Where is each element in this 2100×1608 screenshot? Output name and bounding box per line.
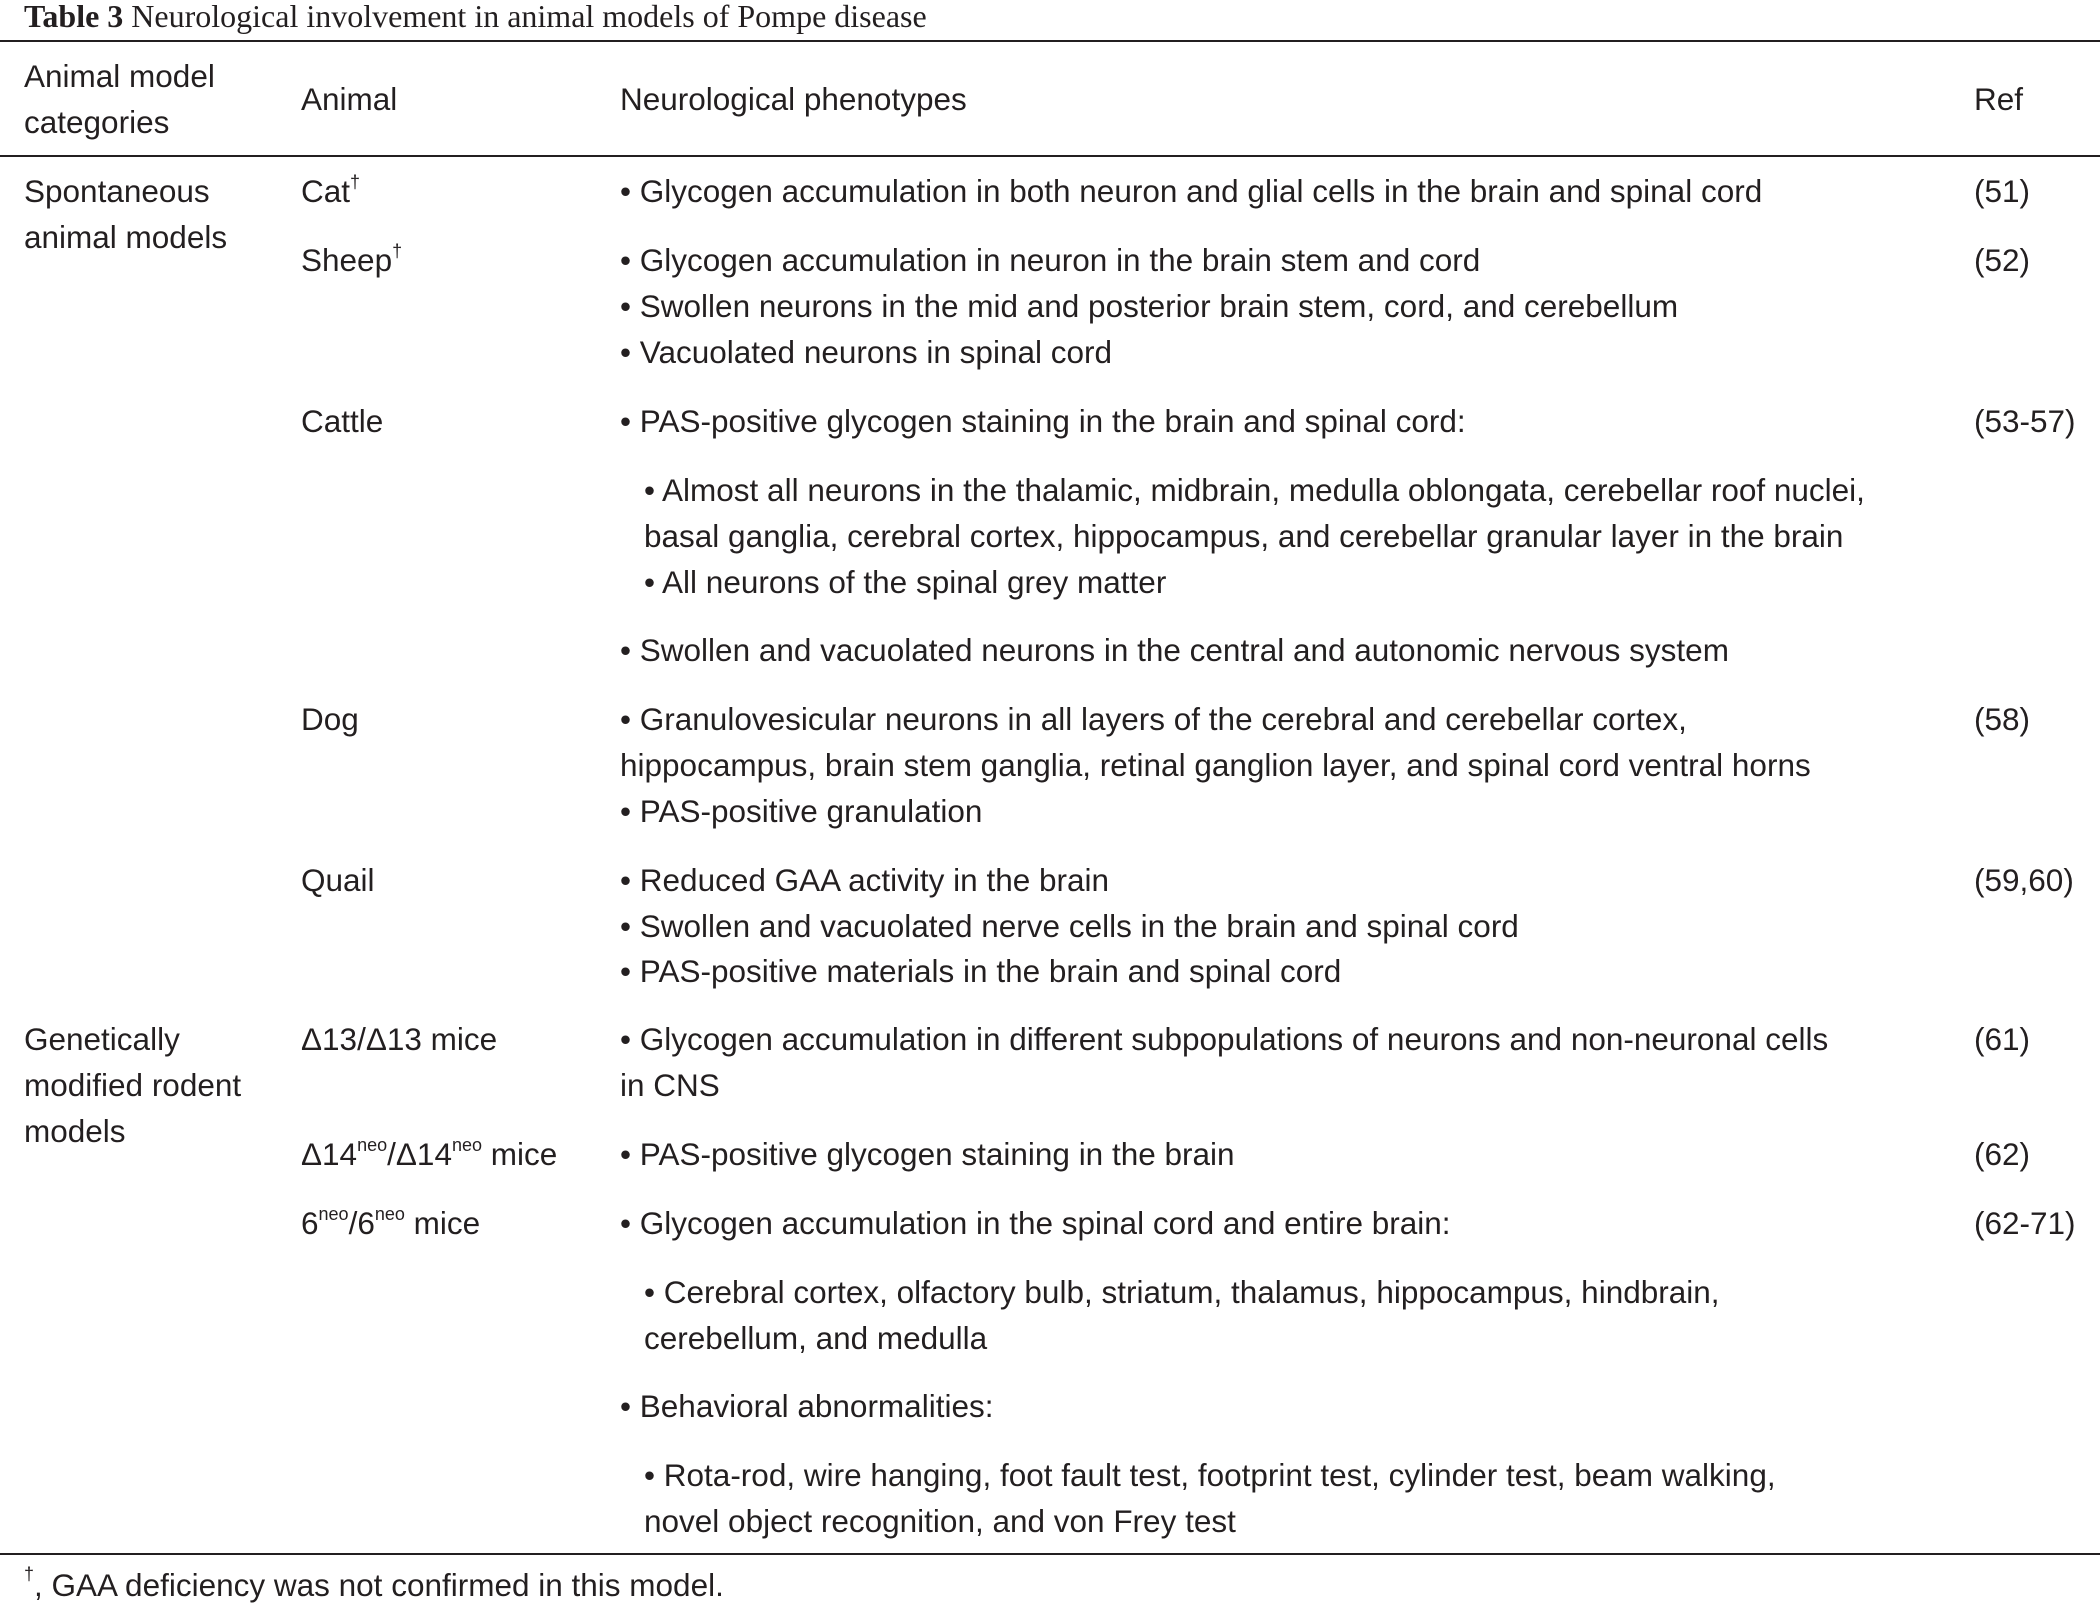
bottom-rule [0, 1553, 2100, 1555]
ref-d13: (61) [1974, 1021, 2031, 1057]
ref-quail: (59,60) [1974, 862, 2074, 898]
header-phenotypes: Neurological phenotypes [620, 81, 967, 117]
table-caption [24, 0, 927, 32]
phenotype-dog-1a: • Granulovesicular neurons in all layers of the cerebral and cerebellar cortex, [620, 701, 1687, 737]
phenotype-6neo-3: • Behavioral abnormalities: [620, 1388, 994, 1424]
phenotype-sheep-3: • Vacuolated neurons in spinal cord [620, 334, 1113, 370]
phenotype-cattle-1: • PAS-positive glycogen staining in the brain and spinal cord: [620, 403, 1466, 439]
phenotype-6neo-4a: • Rota-rod, wire hanging, foot fault test, footprint test, cylinder test, beam walking, [644, 1457, 1776, 1493]
animal-cat: Cat† [301, 172, 361, 209]
phenotype-d13-1a: • Glycogen accumulation in different subpopulations of neurons and non-neuronal cells [620, 1021, 1829, 1057]
phenotype-quail-1: • Reduced GAA activity in the brain [620, 862, 1110, 898]
ref-dog: (58) [1974, 701, 2031, 737]
category-genetic-line1: Genetically [24, 1021, 180, 1057]
neo-superscript: neo [357, 1135, 388, 1155]
phenotype-cattle-4: • Swollen and vacuolated neurons in the central and autonomic nervous system [620, 632, 1729, 668]
phenotype-dog-1b: hippocampus, brain stem ganglia, retinal ganglion layer, and spinal cord ventral horns [620, 747, 1811, 783]
category-genetic-line3: models [24, 1113, 126, 1149]
caption-title: Neurological involvement in animal models of Pompe disease [131, 0, 927, 34]
animal-quail: Quail [301, 862, 375, 898]
ref-cat: (51) [1974, 173, 2031, 209]
header-category-line1: Animal model [24, 58, 215, 94]
phenotype-dog-2: • PAS-positive granulation [620, 793, 983, 829]
phenotype-quail-2: • Swollen and vacuolated nerve cells in the brain and spinal cord [620, 908, 1519, 944]
header-category-line2: categories [24, 104, 170, 140]
ref-cattle: (53-57) [1974, 403, 2076, 439]
phenotype-6neo-2b: cerebellum, and medulla [644, 1320, 988, 1356]
category-spontaneous-line1: Spontaneous [24, 173, 210, 209]
table-footnote [24, 1562, 724, 1608]
dagger-mark: † [392, 241, 403, 261]
ref-6neo: (62-71) [1974, 1205, 2076, 1241]
header-rule [0, 155, 2100, 157]
phenotype-d14-1: • PAS-positive glycogen staining in the brain [620, 1136, 1235, 1172]
phenotype-cattle-2b: basal ganglia, cerebral cortex, hippocampus, and cerebellar granular layer in the brain [644, 518, 1844, 554]
phenotype-sheep-1: • Glycogen accumulation in neuron in the brain stem and cord [620, 242, 1481, 278]
phenotype-d13-1b: in CNS [620, 1067, 720, 1103]
footnote-text: , GAA deficiency was not confirmed in this model. [34, 1567, 724, 1603]
ref-d14: (62) [1974, 1136, 2031, 1172]
neo-superscript: neo [451, 1135, 483, 1155]
phenotype-6neo-2a: • Cerebral cortex, olfactory bulb, striatum, thalamus, hippocampus, hindbrain, [644, 1274, 1720, 1310]
header-ref: Ref [1974, 81, 2024, 117]
neo-superscript: neo [374, 1204, 405, 1224]
animal-dog: Dog [301, 701, 359, 737]
phenotype-cattle-2a: • Almost all neurons in the thalamic, midbrain, medulla oblongata, cerebellar roof nuclei, [644, 472, 1865, 508]
phenotype-cat-1: • Glycogen accumulation in both neuron and glial cells in the brain and spinal cord [620, 173, 1763, 209]
caption-label: Table 3 [24, 0, 124, 34]
animal-6neo-mice: $6^{neo}/6^{neo}$ mice [301, 1204, 481, 1241]
dagger-mark: † [350, 172, 361, 192]
animal-d14neo-mice: $\Delta 14^{neo}/\Delta 14^{neo}$ mice [301, 1135, 558, 1172]
animal-sheep: Sheep† [301, 241, 403, 278]
phenotype-cattle-3: • All neurons of the spinal grey matter [644, 564, 1167, 600]
category-genetic-line2: modified rodent [24, 1067, 242, 1103]
animal-cattle: Cattle [301, 403, 384, 439]
phenotype-sheep-2: • Swollen neurons in the mid and posterior brain stem, cord, and cerebellum [620, 288, 1679, 324]
animal-d13-mice: Δ13/Δ13 mice [301, 1021, 498, 1057]
footnote-dagger: † [24, 1564, 35, 1584]
phenotype-6neo-4b: novel object recognition, and von Frey test [644, 1503, 1236, 1539]
top-rule [0, 40, 2100, 42]
header-animal: Animal [301, 81, 398, 117]
ref-sheep: (52) [1974, 242, 2031, 278]
category-spontaneous-line2: animal models [24, 219, 228, 255]
phenotype-6neo-1: • Glycogen accumulation in the spinal cord and entire brain: [620, 1205, 1451, 1241]
neo-superscript: neo [318, 1204, 349, 1224]
phenotype-quail-3: • PAS-positive materials in the brain and spinal cord [620, 953, 1342, 989]
